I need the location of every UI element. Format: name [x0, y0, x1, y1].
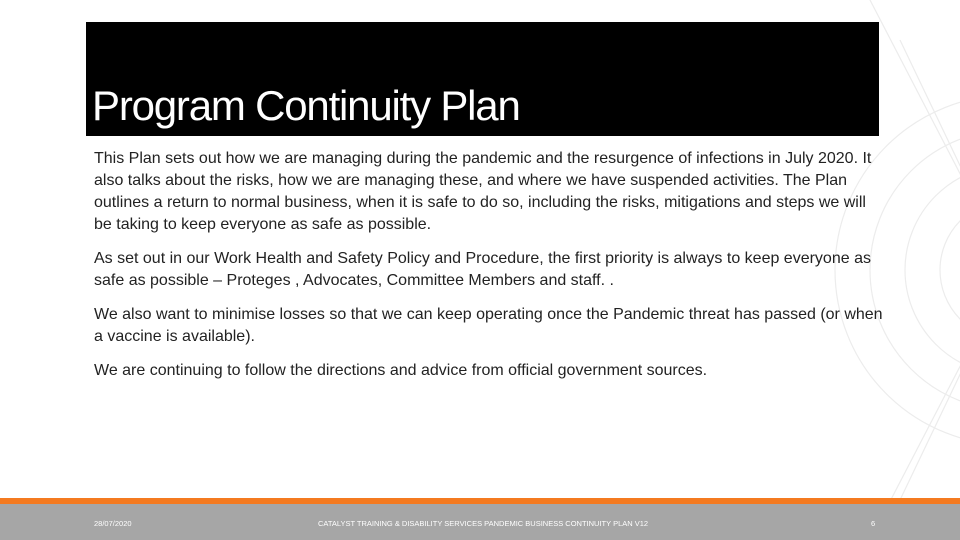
footer-date: 28/07/2020 — [94, 519, 132, 528]
footer-document-title: CATALYST TRAINING & DISABILITY SERVICES PANDEMIC BUSINESS CONTINUITY PLAN V12 — [318, 519, 649, 528]
body-paragraph-4: We are continuing to follow the directions and advice from official government sources. — [94, 362, 708, 379]
slide-body — [94, 148, 884, 394]
body-paragraph-2: As set out in our Work Health and Safety Policy and Procedure, the first priority is always to keep everyone as safe as possible – Proteges , Advocates, Committee Members and staff. . — [94, 250, 871, 289]
body-paragraph-3: We also want to minimise losses so that we can keep operating once the Pandemic threat has passed (or when a vaccine is available). — [94, 306, 883, 345]
slide-title: Program Continuity Plan — [92, 82, 520, 129]
body-paragraph-1: This Plan sets out how we are managing during the pandemic and the resurgence of infections in July 2020. It also talks about the risks, how we are managing these, and where we have suspended activities. The Plan outlines a return to normal business, when it is safe to do so, including the risks, mitigations and steps we will be taking to keep everyone as safe as possible. — [94, 150, 872, 233]
footer-page-number: 6 — [871, 519, 876, 528]
footer-bar — [0, 504, 960, 540]
